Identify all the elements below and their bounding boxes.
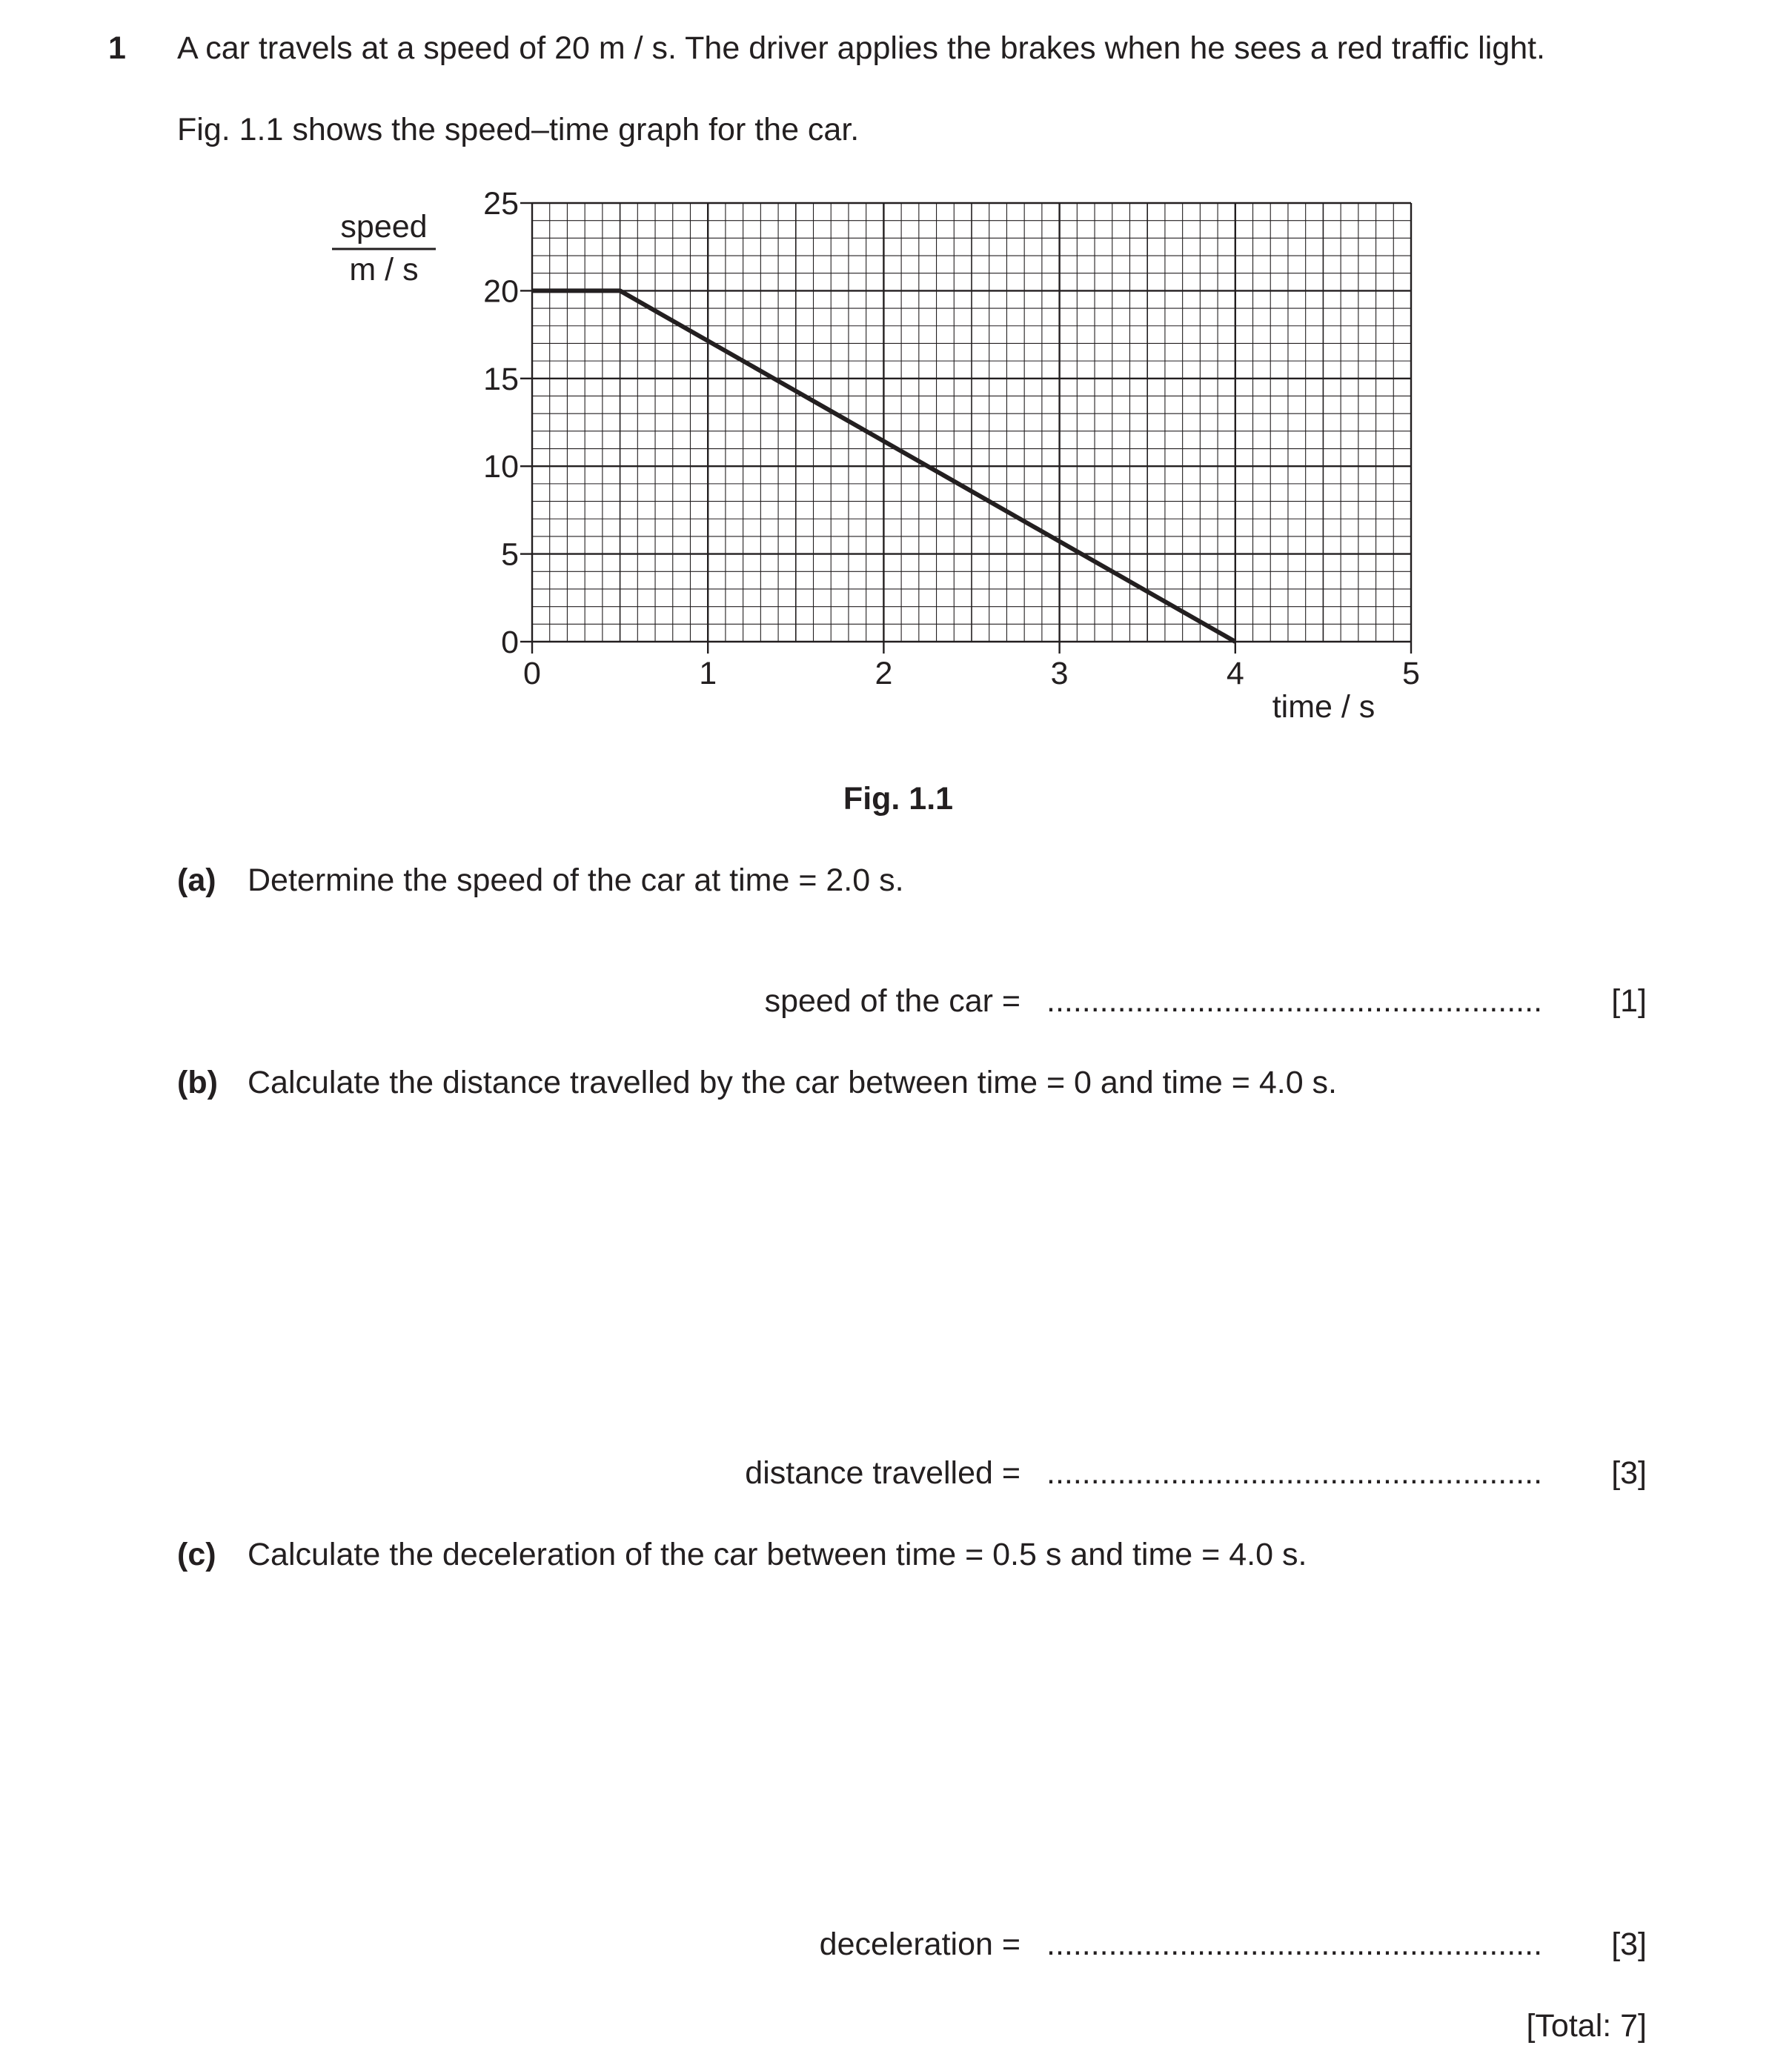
y-tick-label: 5 <box>501 536 519 573</box>
axis-ticks <box>483 186 1420 691</box>
y-tick-label: 10 <box>483 449 519 485</box>
part-b-answer-line[interactable]: ........................................................ <box>1046 1455 1543 1491</box>
part-a-answer-line[interactable]: ........................................................ <box>1046 983 1543 1019</box>
part-b-label: (b) <box>177 1065 218 1100</box>
part-c-label: (c) <box>177 1537 216 1572</box>
y-axis-label-quantity: speed <box>340 209 428 245</box>
x-tick-label: 1 <box>699 656 717 691</box>
part-a-label: (a) <box>177 862 216 898</box>
x-tick-label: 4 <box>1226 656 1244 691</box>
question-intro: A car travels at a speed of 20 m / s. The driver applies the brakes when he sees a red traffic light. <box>177 30 1545 66</box>
total-marks: [Total: 7] <box>1526 2008 1647 2044</box>
y-tick-label: 20 <box>483 273 519 310</box>
grid-major-lines <box>532 203 1411 642</box>
x-tick-label: 2 <box>875 656 893 691</box>
y-axis-label-unit: m / s <box>349 252 419 287</box>
y-tick-label: 25 <box>483 186 519 222</box>
question-number: 1 <box>108 30 126 66</box>
speed-time-graph <box>0 0 1792 756</box>
x-tick-label: 5 <box>1402 656 1420 691</box>
part-b-marks: [3] <box>1611 1455 1647 1491</box>
x-axis-label: time / s <box>1272 689 1375 725</box>
x-tick-label: 3 <box>1050 656 1069 691</box>
part-c-answer-line[interactable]: ........................................................ <box>1046 1927 1543 1962</box>
part-c-text: Calculate the deceleration of the car between time = 0.5 s and time = 4.0 s. <box>248 1537 1307 1572</box>
part-a-answer-label: speed of the car = <box>764 983 1021 1019</box>
part-a-text: Determine the speed of the car at time = 2.0 s. <box>248 862 904 898</box>
part-b-text: Calculate the distance travelled by the car between time = 0 and time = 4.0 s. <box>248 1065 1337 1100</box>
part-c-marks: [3] <box>1611 1927 1647 1962</box>
figure-caption: Fig. 1.1 <box>843 781 954 817</box>
figure-reference: Fig. 1.1 shows the speed–time graph for the car. <box>177 112 860 147</box>
part-c-answer-label: deceleration = <box>819 1927 1021 1962</box>
y-tick-label: 0 <box>501 625 519 660</box>
y-tick-label: 15 <box>483 361 519 397</box>
x-tick-label: 0 <box>523 656 541 691</box>
part-a-marks: [1] <box>1611 983 1647 1019</box>
part-b-answer-label: distance travelled = <box>745 1455 1021 1491</box>
